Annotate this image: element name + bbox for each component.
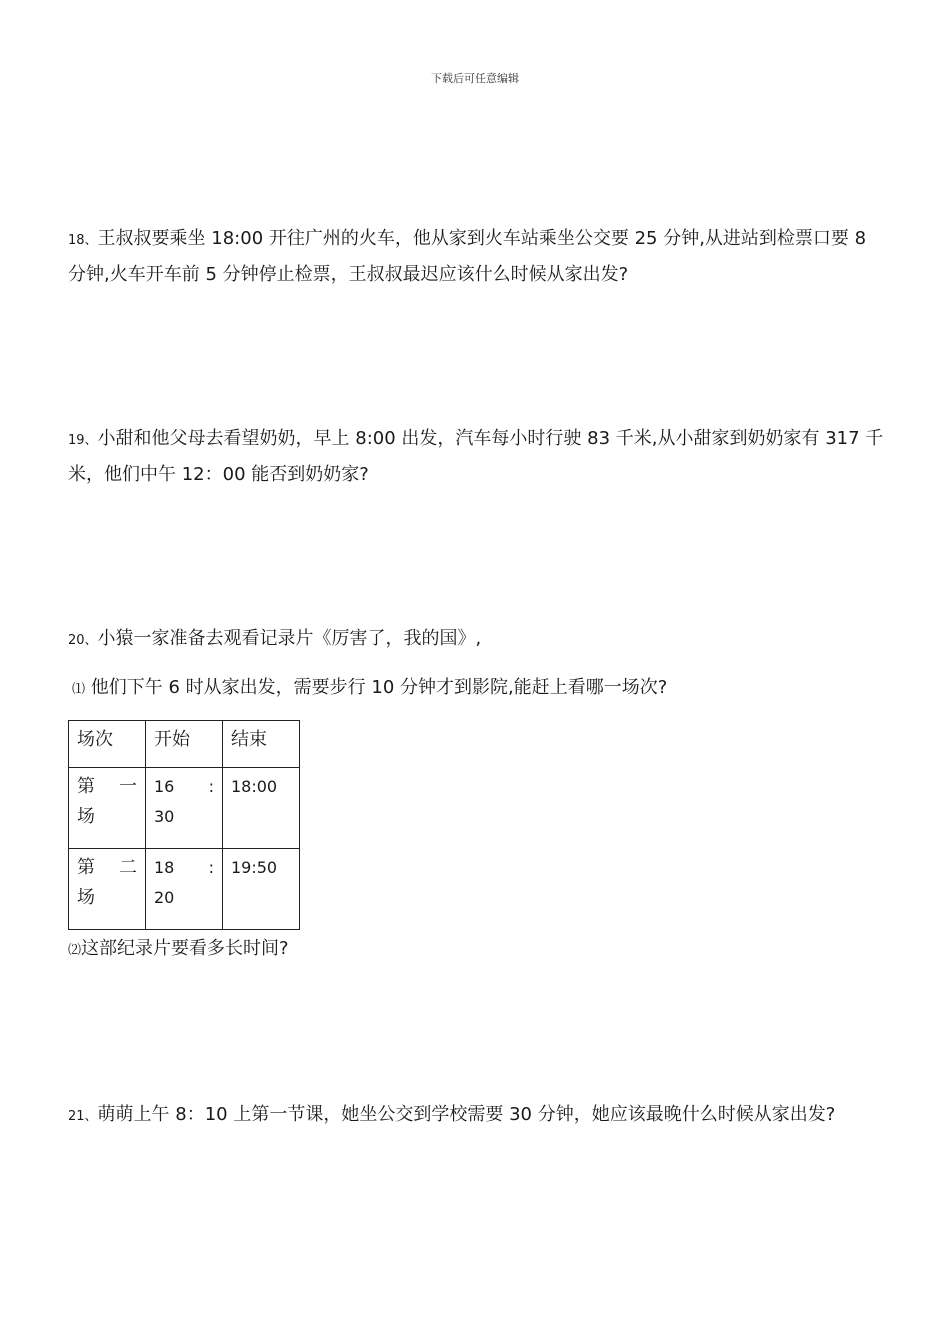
start-hour: 16 <box>154 777 175 796</box>
session-cell <box>69 849 146 930</box>
question-19 <box>68 422 888 492</box>
question-20 <box>68 622 888 658</box>
session-cell <box>69 768 146 849</box>
table-row <box>69 849 300 930</box>
start-cell <box>146 768 223 849</box>
start-minute: 30 <box>154 807 175 826</box>
page-header: 下载后可任意编辑 <box>431 72 519 85</box>
start-minute: 20 <box>154 888 175 907</box>
session-char: 第 <box>77 776 95 797</box>
question-text: 萌萌上午 8：10 上第一节课，她坐公交到学校需要 30 分钟，她应该最晚什么时候从家出发? <box>97 1104 836 1125</box>
question-text: 王叔叔要乘坐 18:00 开往广州的火车，他从家到火车站乘坐公交要 25 分钟,从进站到检票口要 8 分钟,火车开车前 5 分钟停止检票，王叔叔最迟应该什么时候从家出发? <box>68 228 867 285</box>
session-char: 场 <box>77 806 95 827</box>
question-20-part-1 <box>72 673 667 705</box>
part-number: ⑵ <box>68 943 82 958</box>
question-number: 18、 <box>68 233 98 248</box>
question-number: 21、 <box>68 1109 98 1124</box>
end-cell: 19:50 <box>223 849 300 930</box>
start-cell <box>146 849 223 930</box>
question-text: 小猿一家准备去观看记录片《厉害了，我的国》, <box>97 628 482 649</box>
question-text: 小甜和他父母去看望奶奶，早上 8:00 出发，汽车每小时行驶 83 千米,从小甜家到奶奶家有 317 千米，他们中午 12：00 能否到奶奶家? <box>68 428 884 485</box>
header-cell: 开始 <box>146 721 223 768</box>
end-cell: 18:00 <box>223 768 300 849</box>
part-number: ⑴ <box>72 682 86 697</box>
session-char: 第 <box>77 857 95 878</box>
question-18 <box>68 222 888 292</box>
start-colon: : <box>208 858 214 877</box>
question-number: 19、 <box>68 433 98 448</box>
header-cell: 场次 <box>69 721 146 768</box>
table-header-row <box>69 721 300 768</box>
start-colon: : <box>208 777 214 796</box>
table-row <box>69 768 300 849</box>
session-char: 一 <box>119 776 137 797</box>
part-text: 这部纪录片要看多长时间? <box>81 938 289 959</box>
part-text: 他们下午 6 时从家出发，需要步行 10 分钟才到影院,能赶上看哪一场次? <box>90 677 668 698</box>
session-char: 二 <box>119 857 137 878</box>
question-21 <box>68 1098 888 1134</box>
header-cell: 结束 <box>223 721 300 768</box>
question-number: 20、 <box>68 633 98 648</box>
start-hour: 18 <box>154 858 175 877</box>
question-20-part-2 <box>68 934 289 966</box>
session-char: 场 <box>77 887 95 908</box>
schedule-table <box>68 720 300 930</box>
